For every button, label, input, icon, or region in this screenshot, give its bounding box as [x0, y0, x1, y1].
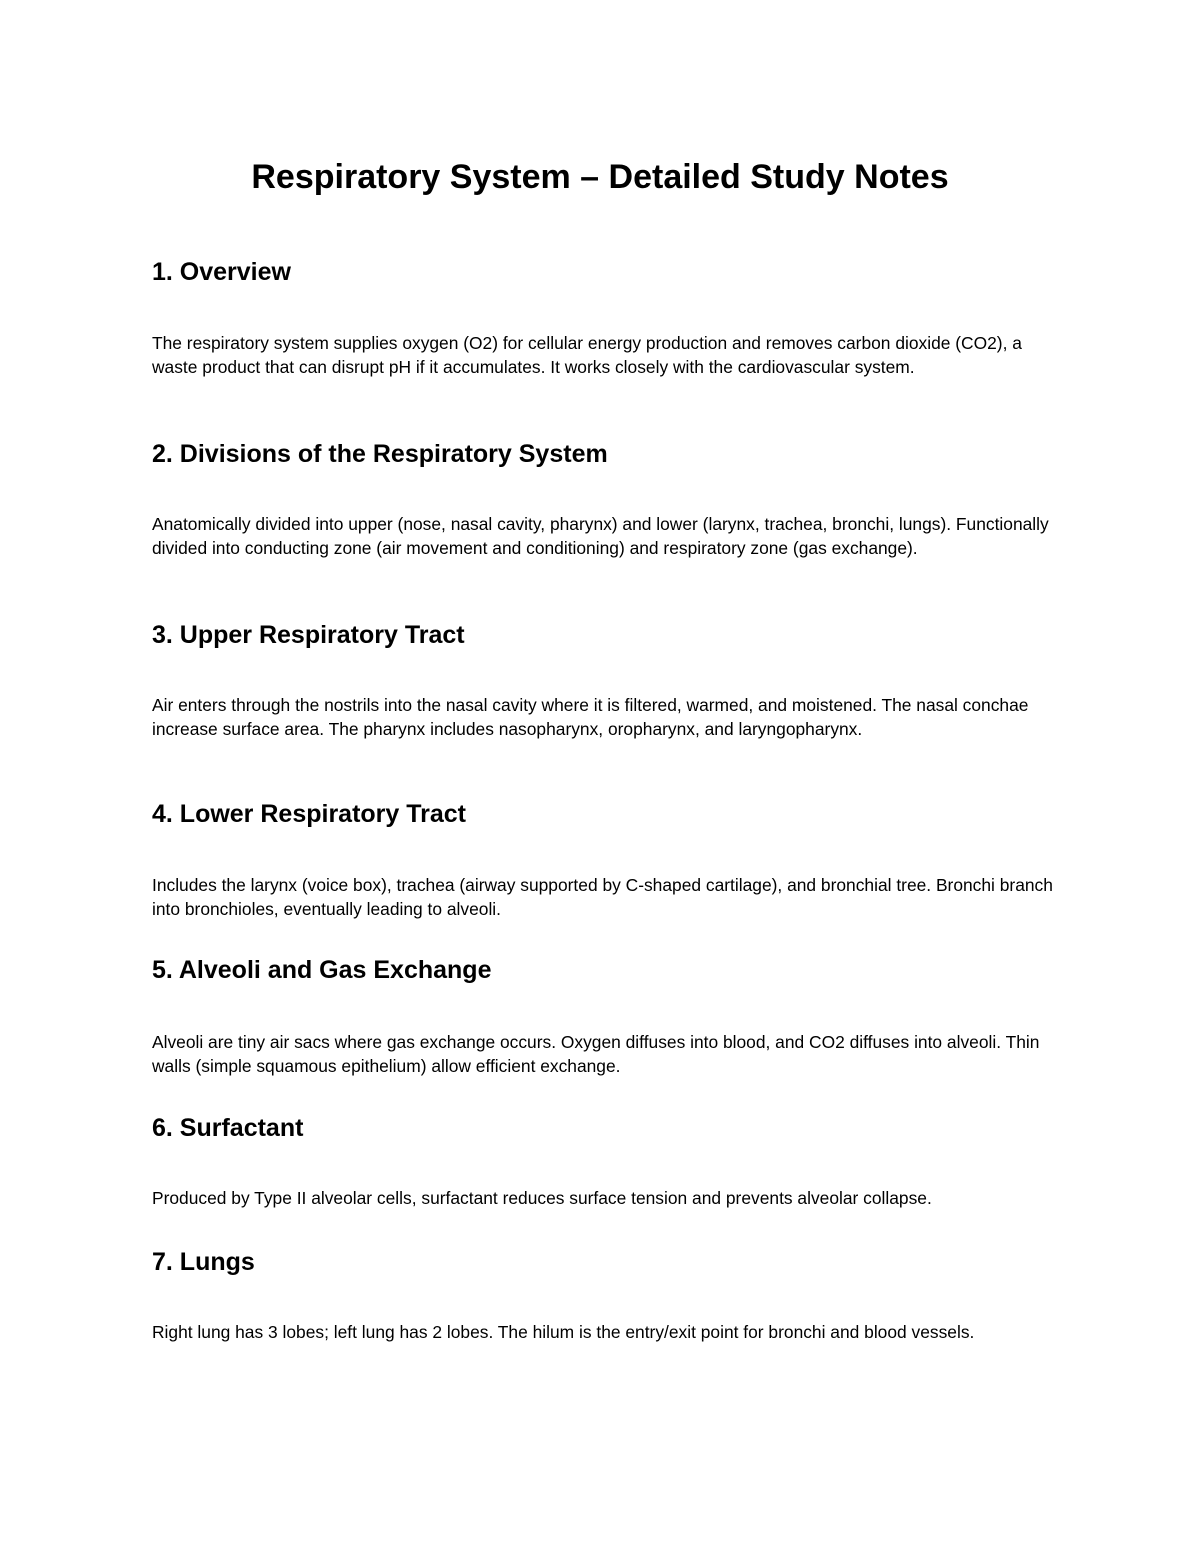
section-body-surfactant: Produced by Type II alveolar cells, surfactant reduces surface tension and prevents alveolar collapse. [152, 1188, 932, 1208]
section-heading-overview: 1. Overview [152, 258, 291, 286]
document-title: Respiratory System – Detailed Study Notes [251, 158, 949, 196]
section-body-upper-tract: Air enters through the nostrils into the nasal cavity where it is filtered, warmed, and moistened. The nasal conchae increase surface area. The pharynx includes nasopharynx, oropharynx, and laryngopharynx. [152, 695, 1029, 739]
section-heading-lower-tract: 4. Lower Respiratory Tract [152, 800, 467, 828]
section-heading-surfactant: 6. Surfactant [152, 1114, 304, 1142]
section-heading-upper-tract: 3. Upper Respiratory Tract [152, 621, 465, 649]
section-body-divisions: Anatomically divided into upper (nose, nasal cavity, pharynx) and lower (larynx, trachea, bronchi, lungs). Functionally divided into conducting zone (air movement and conditioning) and respiratory zone (gas exchange). [152, 514, 1049, 558]
section-heading-divisions: 2. Divisions of the Respiratory System [152, 440, 608, 468]
section-body-lower-tract: Includes the larynx (voice box), trachea (airway supported by C-shaped cartilage), and bronchial tree. Bronchi branch into bronchioles, eventually leading to alveoli. [152, 875, 1053, 919]
section-heading-lungs: 7. Lungs [152, 1248, 255, 1276]
section-body-lungs: Right lung has 3 lobes; left lung has 2 lobes. The hilum is the entry/exit point for bronchi and blood vessels. [152, 1322, 975, 1342]
section-body-overview: The respiratory system supplies oxygen (O2) for cellular energy production and removes carbon dioxide (CO2), a waste product that can disrupt pH if it accumulates. It works closely with the cardiovascular system. [152, 333, 1022, 377]
section-heading-alveoli: 5. Alveoli and Gas Exchange [152, 956, 492, 984]
section-body-alveoli: Alveoli are tiny air sacs where gas exchange occurs. Oxygen diffuses into blood, and CO2 diffuses into alveoli. Thin walls (simple squamous epithelium) allow efficient exchange. [152, 1032, 1040, 1076]
